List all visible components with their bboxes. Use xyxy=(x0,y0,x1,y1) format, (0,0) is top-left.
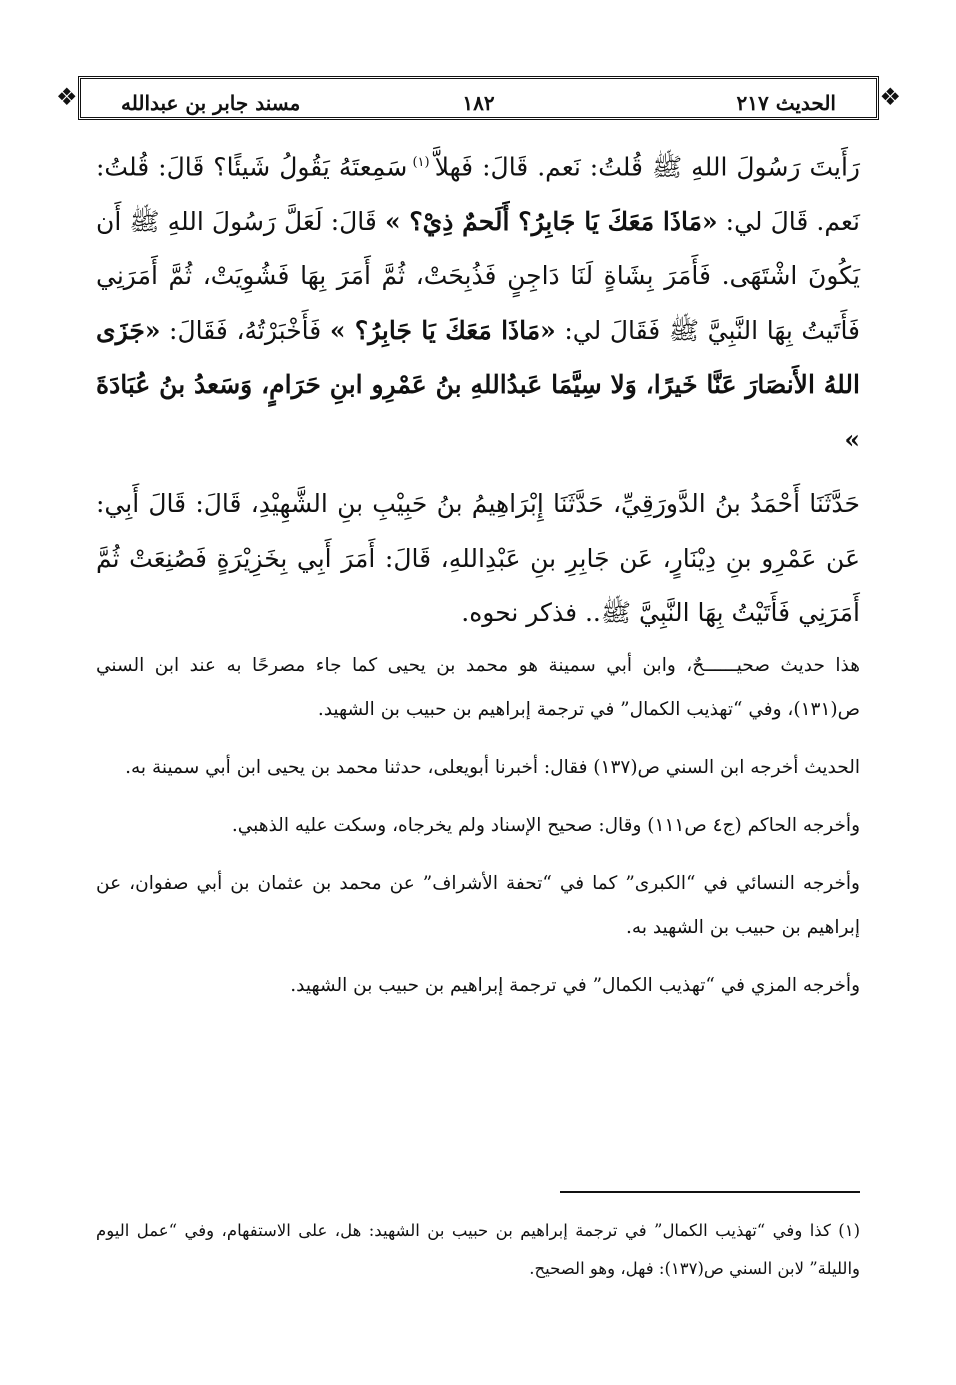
running-header xyxy=(56,72,901,124)
commentary-paragraph: وأخرجه الحاكم (ج٤ ص١١١) وقال: صحيح الإسناد ولم يخرجاه، وسكت عليه الذهبي. xyxy=(231,815,860,836)
hadith-segment: سَمِعتَهُ يَقُولُ شَيئًا؟ قَالَ: قُلتُ: نَعم. قَالَ لي: xyxy=(96,152,860,236)
hadith-text xyxy=(96,136,860,641)
hadith-segment: رَأَيتَ رَسُولَ اللهِ ﷺ قُلتُ: نَعم. قَالَ: فَهلاَّ xyxy=(434,152,860,182)
hadith-number: الحديث ٢١٧ xyxy=(736,91,836,115)
commentary-paragraph: هذا حديث صحيــــــحٌ، وابن أبي سمينة هو محمد بن يحيى كما جاء مصرحًا به عند ابن السني ص(١٣١)، وفي “تهذيب الكمال” في ترجمة إبراهيم بن حبيب بن الشهيد. xyxy=(96,655,860,720)
footnote-divider xyxy=(560,1191,860,1193)
commentary-paragraph: وأخرجه النسائي في “الكبرى” كما في “تحفة الأشراف” عن محمد بن عثمان بن أبي صفوان، عن إبراهيم بن حبيب بن الشهيد به. xyxy=(96,873,860,938)
prophet-quote: «مَاذَا مَعَكَ يَا جَابِرُ؟ أَلَحمٌ ذِيْ؟ » xyxy=(384,206,718,236)
commentary-paragraph: وأخرجه المزي في “تهذيب الكمال” في ترجمة إبراهيم بن حبيب بن الشهيد. xyxy=(290,975,860,996)
prophet-quote: «جَزَى اللهُ الأَنصَارَ عَنَّا خَيرًا، وَلا سِيَّمَا عَبدُاللهِ بنُ عَمْرِو ابنِ حَرَامٍ، وَسَعدُ بنُ عُبَادَةَ » xyxy=(96,315,860,454)
prophet-quote: «مَاذَا مَعَكَ يَا جَابِرُ؟ » xyxy=(329,315,556,345)
hadith-segment: فَأَخْبَرْتُهُ، فَقَالَ: xyxy=(160,315,330,345)
hadith-paragraph-1 xyxy=(96,136,860,467)
footnotes xyxy=(96,1212,860,1288)
page-number: ١٨٢ xyxy=(462,91,495,115)
ornament-left-icon: ❖ xyxy=(56,83,78,111)
hadith-paragraph-2: حَدَّثَنَا أَحْمَدُ بنُ الدَّورَقِيِّ، حَدَّثَنَا إِبْرَاهِيمُ بنُ حَبِيْبِ بنِ الشَّهِيْدِ، قَالَ: قَالَ أَبِي: عَن عَمْرِو بنِ دِيْنَارٍ، عَن جَابِرِ بنِ عَبْدِاللهِ، قَالَ: أَمَرَ أَبِي بِخَزِيْرَةٍ فَصُنِعَتْ ثُمَّ أَمَرَنِي فَأَتَيْتُ بِهَا النَّبِيَّ ﷺ.. فذكر نحوه. xyxy=(96,489,860,628)
commentary-paragraph: الحديث أخرجه ابن السني ص(١٣٧) فقال: أخبرنا أبويعلى، حدثنا محمد بن يحيى ابن أبي سمينة به. xyxy=(125,757,860,778)
commentary xyxy=(96,644,860,1022)
ornament-right-icon: ❖ xyxy=(879,83,901,111)
footnote-1: (١) كذا وفي “تهذيب الكمال” في ترجمة إبراهيم بن حبيب بن الشهيد: هل، على الاستفهام، وفي “عمل اليوم والليلة” لابن السني ص(١٣٧): فهل، وهو الصحيح. xyxy=(96,1221,860,1278)
section-title: مسند جابر بن عبدالله xyxy=(121,91,301,115)
header-border xyxy=(78,76,879,120)
hadith-segment: قَالَ: لَعَلَّ رَسُولَ اللهِ ﷺ أَن يَكُونَ اشْتَهَى. فَأَمَرَ بِشَاةٍ لَنَا دَاجِنٍ فَذُبِحَتْ، ثُمَّ أَمَرَ بِهَا فَشُوِيَتْ، ثُمَّ أَمَرَنِي فَأَتَيتُ بِهَا النَّبِيَّ ﷺ فَقَالَ لي: xyxy=(96,206,861,345)
footnote-reference: (١) xyxy=(407,155,435,170)
